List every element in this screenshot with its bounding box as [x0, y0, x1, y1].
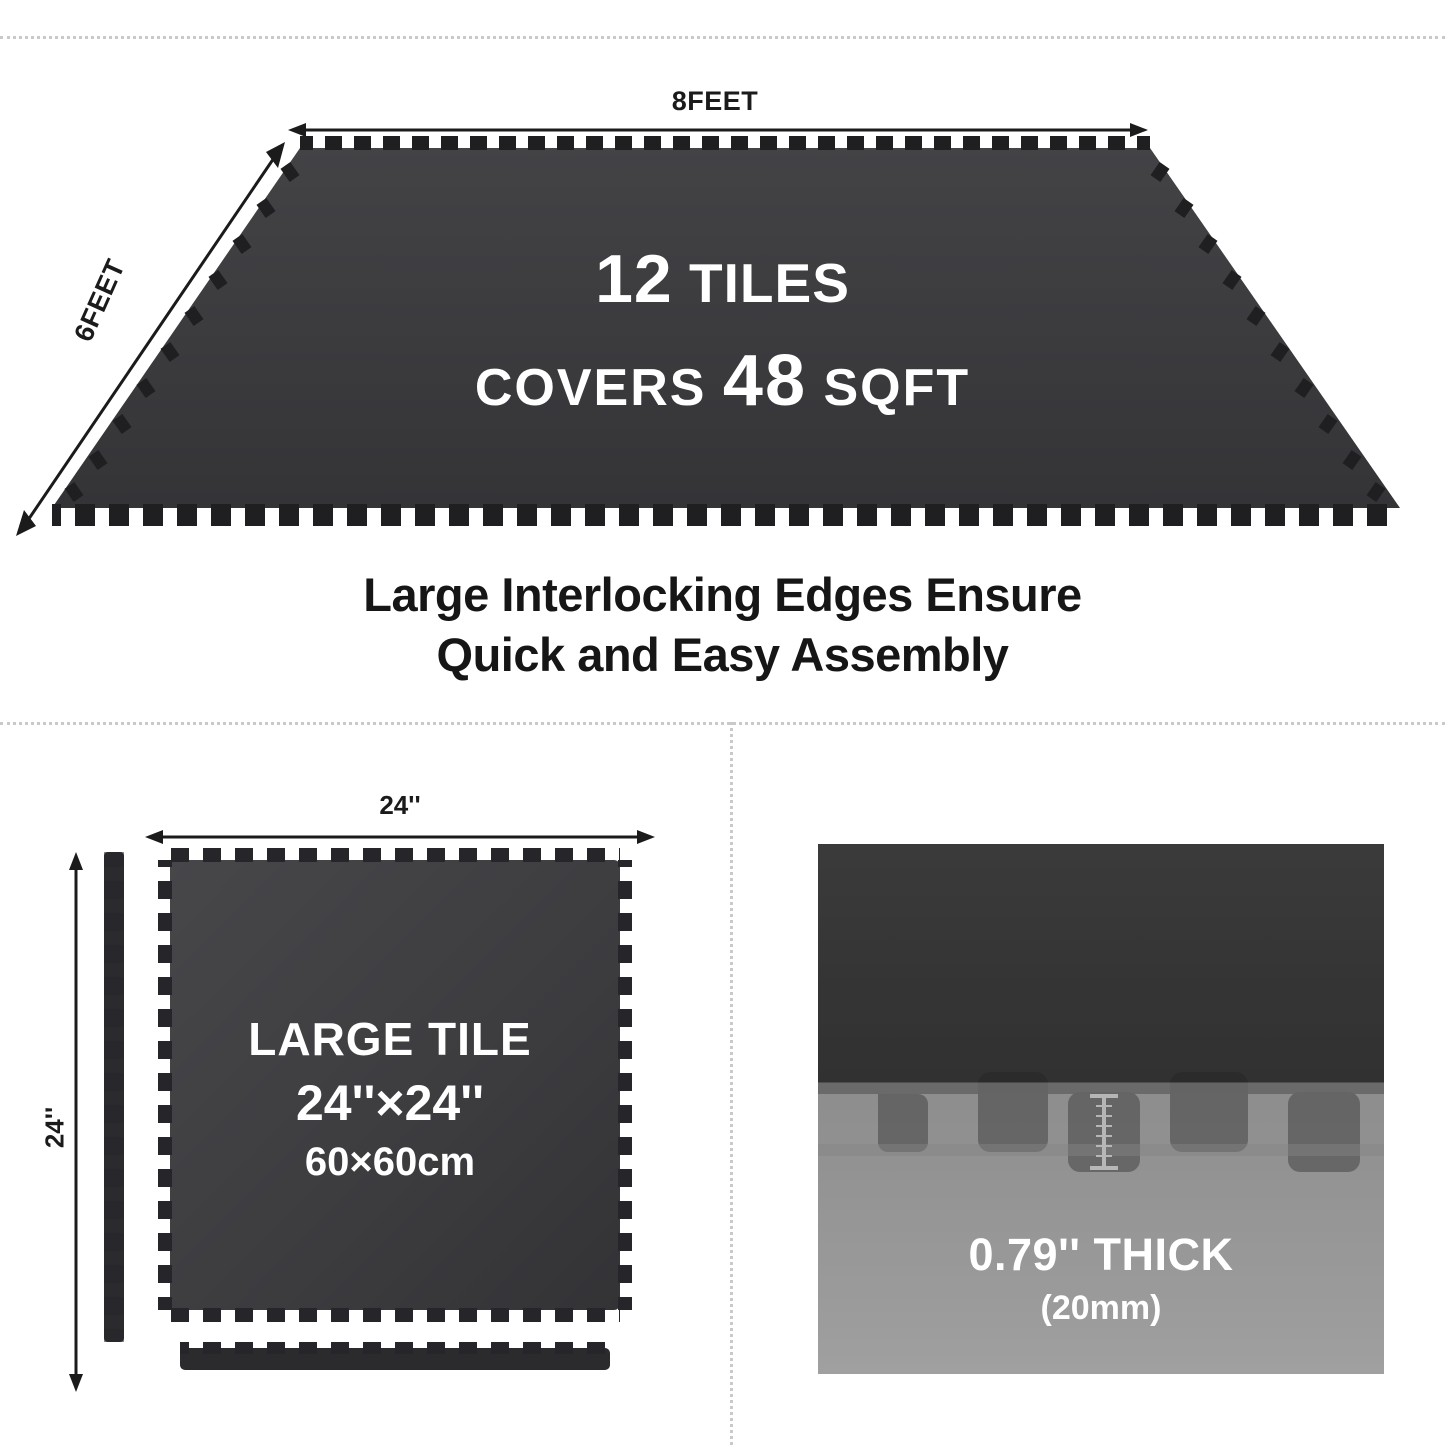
tiles-count: 12: [595, 241, 673, 317]
tile-height-label: 24'': [39, 1106, 70, 1149]
thickness-panel: [732, 722, 1445, 1445]
headline-line-2: Quick and Easy Assembly: [436, 628, 1009, 682]
top-panel-full-mat: [0, 0, 1445, 718]
thickness-inches: 0.79'' THICK: [968, 1229, 1234, 1280]
tile-edge-photo: [818, 844, 1384, 1374]
full-mat-illustration: [0, 130, 1445, 550]
tile-dimension-panel: [0, 722, 728, 1445]
mat-width-label: 8FEET: [671, 86, 759, 116]
mat-depth-label: 6FEET: [68, 254, 131, 346]
tile-size-cm: 60×60cm: [304, 1140, 476, 1184]
covers-value: 48: [722, 341, 808, 421]
headline-line-1: Large Interlocking Edges Ensure: [363, 568, 1082, 621]
thickness-mm: (20mm): [1040, 1289, 1162, 1327]
tiles-word: TILES: [689, 252, 850, 314]
covers-word: COVERS: [474, 359, 707, 417]
covers-unit: SQFT: [823, 359, 971, 417]
single-tile-illustration: [100, 842, 670, 1402]
tile-size-inches: 24''×24'': [296, 1075, 484, 1131]
tile-title: LARGE TILE: [248, 1013, 532, 1065]
divider-top: [0, 36, 1445, 39]
tile-width-label: 24'': [379, 790, 421, 820]
tile-height-arrow: [65, 852, 87, 1392]
headline: [0, 565, 1445, 685]
